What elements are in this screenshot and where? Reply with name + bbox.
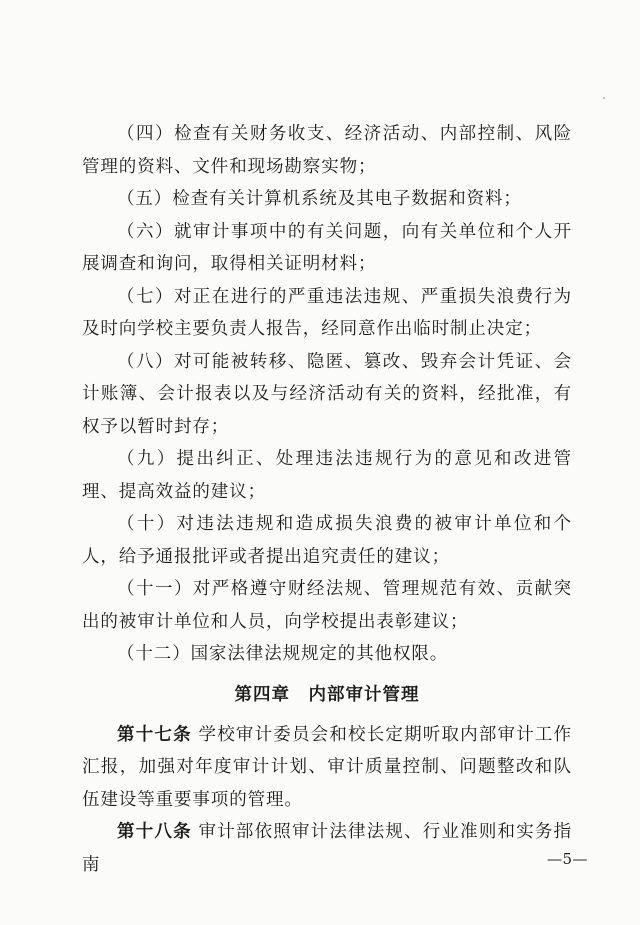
document-body	[82, 118, 572, 881]
paragraph-item-11: （十一）对严格遵守财经法规、管理规范有效、贡献突出的被审计单位和人员，向学校提出表彰建议；	[82, 579, 572, 632]
paragraph-item-8: （八）对可能被转移、隐匿、篡改、毁弃会计凭证、会计账簿、会计报表以及与经济活动有关的资料，经批准，有权予以暂时封存；	[82, 351, 572, 437]
paragraph-item-12: （十二）国家法律法规规定的其他权限。	[117, 644, 449, 664]
chapter-heading: 第四章 内部审计管理	[234, 684, 420, 705]
article-18-spacer	[192, 822, 199, 842]
article-17-paragraph	[82, 719, 572, 817]
paragraph-item-5: （五）检查有关计算机系统及其电子数据和资料；	[117, 189, 522, 209]
page-number: —5—	[546, 850, 588, 868]
article-17-label: 第十七条	[117, 724, 192, 745]
paragraph-item-4: （四）检查有关财务收支、经济活动、内部控制、风险管理的资料、文件和现场勘察实物；	[82, 124, 572, 177]
article-18-text: 审计部依照审计法律法规、行业准则和实务指南	[82, 822, 573, 875]
scan-speck	[603, 97, 605, 99]
article-18-paragraph	[82, 816, 572, 881]
paragraph-item-6: （六）就审计事项中的有关问题，向有关单位和个人开展调查和询问，取得相关证明材料；	[82, 221, 572, 274]
article-18-label: 第十八条	[117, 822, 192, 842]
paragraph-item-7: （七）对正在进行的严重违法违规、严重损失浪费行为及时向学校主要负责人报告，经同意作出临时制止决定；	[82, 286, 572, 339]
article-17-spacer	[192, 725, 199, 745]
article-17-text: 学校审计委员会和校长定期听取内部审计工作汇报，加强对年度审计计划、审计质量控制、问题整改和队伍建设等重要事项的管理。	[82, 724, 573, 810]
paragraph-item-9: （九）提出纠正、处理违法违规行为的意见和改进管理、提高效益的建议；	[82, 449, 572, 502]
paragraph-item-10: （十）对违法违规和造成损失浪费的被审计单位和个人，给予通报批评或者提出追究责任的建议；	[82, 514, 572, 567]
